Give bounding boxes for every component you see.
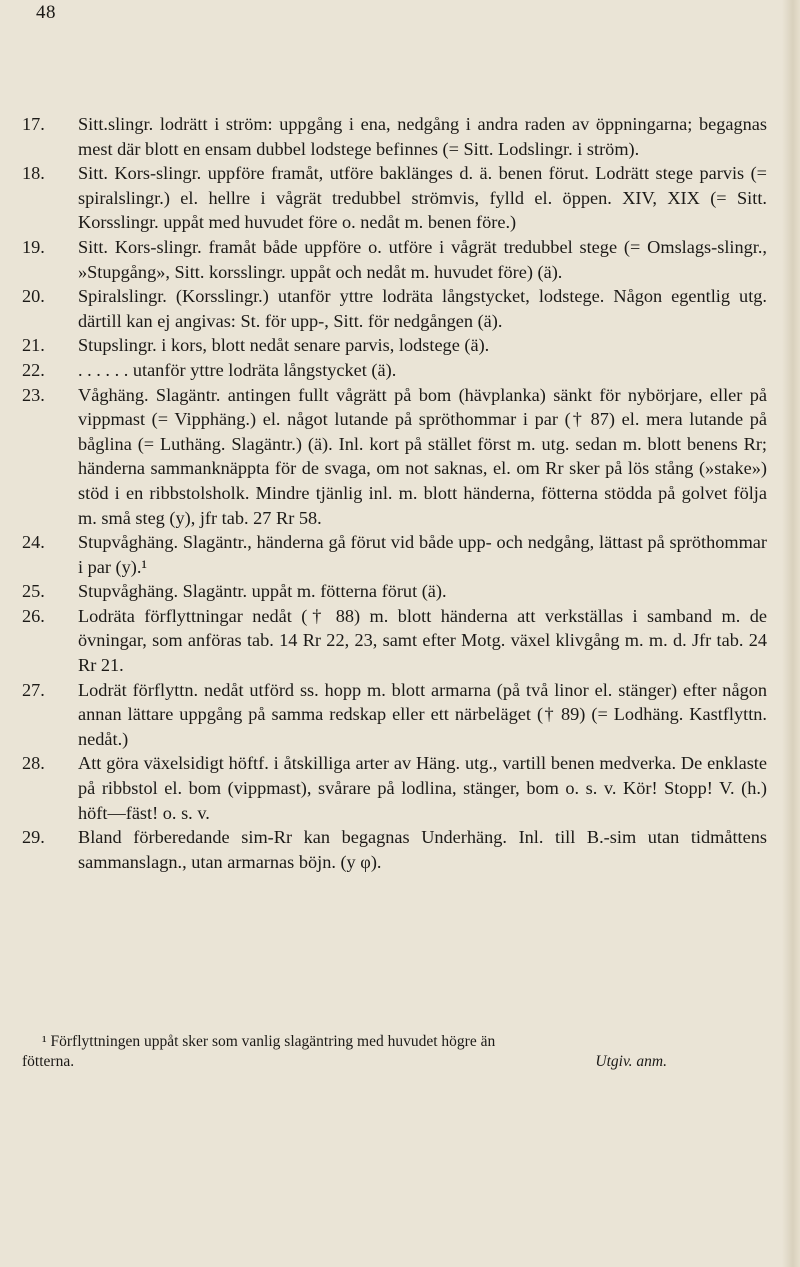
entry-number: 23.	[22, 384, 45, 405]
list-item	[22, 358, 767, 383]
entry-text: Att göra växelsidigt höftf. i åtskilliga arter av Häng. utg., vartill benen medverka. De enklaste på ribbstol el. bom (vippmast), svårare på lodlina, stänger, bom o. s. v. Kör! Stopp! V. (h.) höft—fäst! o. s. v.	[78, 753, 767, 823]
entry-number: 20.	[22, 286, 45, 307]
list-item	[22, 284, 767, 333]
entry-number: 27.	[22, 679, 45, 700]
entry-number: 26.	[22, 605, 45, 626]
editor-note: Utgiv. anm.	[595, 1053, 667, 1070]
entry-text: Stupvåghäng. Slagäntr., händerna gå förut vid både upp- och nedgång, lättast på spröthommar i par (y).¹	[78, 532, 767, 577]
list-item	[22, 333, 767, 358]
footnote-continuation: fötterna.	[22, 1053, 75, 1070]
entry-text: Sitt. Kors-slingr. uppföre framåt, utföre baklänges d. ä. benen förut. Lodrätt stege parvis (= spiralslingr.) el. hellre i vågrät tredubbel strömvis, fylld el. öppen. XIV, XIX (= Sitt. Korsslingr. uppåt med huvudet före o. nedåt m. benen före.)	[78, 163, 767, 233]
entry-text: . . . . . . utanför yttre lodräta långstycket (ä).	[78, 359, 397, 380]
list-item	[22, 579, 767, 604]
entry-text: Spiralslingr. (Korsslingr.) utanför yttre lodräta långstycket, lodstege. Någon egentlig utg. därtill kan ej angivas: St. för upp-, Sitt. för nedgången (ä).	[78, 286, 767, 331]
entry-text: Bland förberedande sim-Rr kan begagnas Underhäng. Inl. till B.-sim utan tidmåttens sammanslagn., utan armarnas böjn. (y φ).	[78, 827, 767, 872]
list-item	[22, 383, 767, 531]
list-item	[22, 235, 767, 284]
page-number: 48	[36, 2, 56, 23]
entry-number: 28.	[22, 753, 45, 774]
entry-number: 19.	[22, 236, 45, 257]
entry-number: 22.	[22, 359, 45, 380]
entry-text: Stupvåghäng. Slagäntr. uppåt m. fötterna förut (ä).	[78, 581, 447, 602]
list-item	[22, 112, 767, 161]
entry-number: 18.	[22, 163, 45, 184]
entry-text: Stupslingr. i kors, blott nedåt senare parvis, lodstege (ä).	[78, 335, 490, 356]
entry-number: 24.	[22, 532, 45, 553]
entry-text: Lodrät förflyttn. nedåt utförd ss. hopp m. blott armarna (på två linor el. stänger) efter någon annan lättare uppgång på samma redskap eller ett närbeläget († 89) (= Lodhäng. Kastflyttn. nedåt.)	[78, 679, 767, 749]
list-item	[22, 825, 767, 874]
list-item	[22, 161, 767, 235]
list-item	[22, 530, 767, 579]
entry-text: Våghäng. Slagäntr. antingen fullt vågrätt på bom (hävplanka) sänkt för nybörjare, eller på vippmast (= Vipphäng.) el. något lutande på spröthommar i par († 87) el. mera lutande på båglina (= Luthäng. Slagäntr.) (ä). Inl. kort på stället först m. utg. sedan m. blott benens Rr; händerna sammanknäppta för de svaga, om not saknas, el. om Rr sker på lös stång (»stake») stöd i en ribbstolsholk. Mindre tjänlig inl. m. blott händerna, fötterna stödda på golvet följa m. små steg (y), jfr tab. 27 Rr 58.	[78, 384, 767, 528]
footnote-text: ¹ Förflyttningen uppåt sker som vanlig slagäntring med huvudet högre än	[42, 1033, 496, 1050]
numbered-entry-list	[22, 112, 767, 874]
entry-number: 21.	[22, 335, 45, 356]
entry-text: Sitt. Kors-slingr. framåt både uppföre o. utföre i vågrät tredubbel stege (= Omslags-slingr., »Stupgång», Sitt. korsslingr. uppåt och nedåt m. huvudet före) (ä).	[78, 236, 767, 282]
entry-number: 17.	[22, 114, 45, 134]
list-item	[22, 678, 767, 752]
entry-number: 29.	[22, 827, 45, 848]
list-item	[22, 604, 767, 678]
footnote	[22, 1032, 767, 1072]
page-edge	[782, 0, 800, 1267]
entry-number: 25.	[22, 581, 45, 602]
list-item	[22, 751, 767, 825]
entry-text: Lodräta förflyttningar nedåt († 88) m. blott händerna att verkställas i samband m. de övningar, som anföras tab. 14 Rr 22, 23, samt efter Motg. växel klivgång m. m. d. Jfr tab. 24 Rr 21.	[78, 605, 767, 676]
entry-text: Sitt.slingr. lodrätt i ström: uppgång i ena, nedgång i andra raden av öppningarna; begagnas mest där blott en ensam dubbel lodstege befinnes (= Sitt. Lodslingr. i ström).	[78, 114, 767, 159]
